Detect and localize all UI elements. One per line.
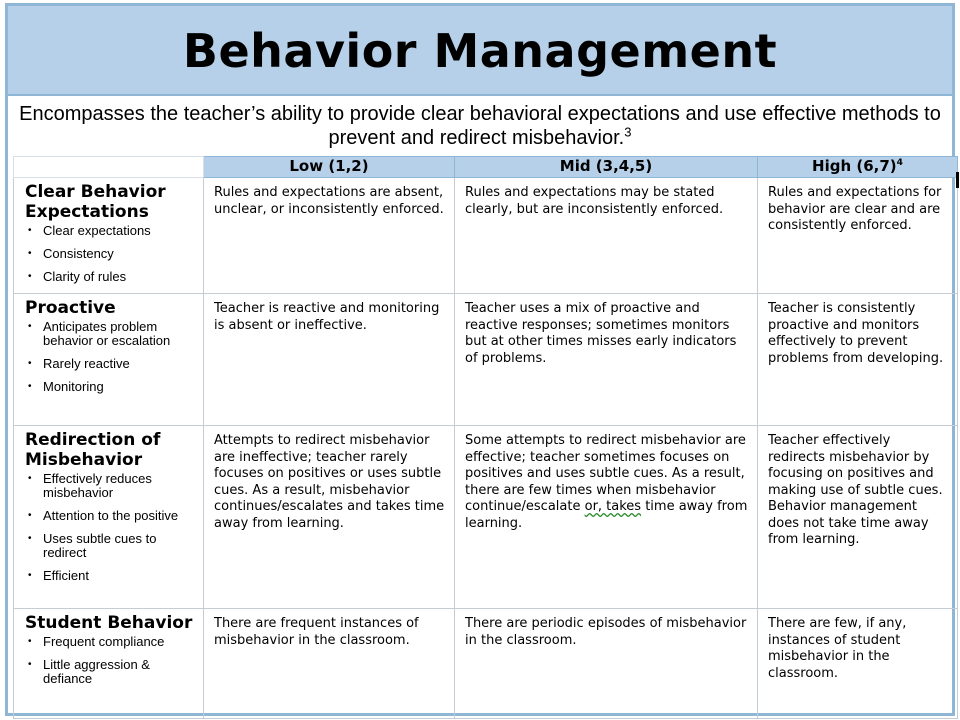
high-cell: There are few, if any, instances of student misbehavior in the classroom. [758, 609, 958, 719]
description [8, 96, 952, 156]
low-cell: Teacher is reactive and monitoring is absent or ineffective. [204, 294, 455, 426]
mid-text: time away from learning. [465, 499, 748, 531]
criterion-title: Redirection of Misbehavior [25, 430, 161, 470]
table-row [14, 178, 958, 294]
mid-cell: Rules and expectations may be stated clearly, but are inconsistently enforced. [455, 178, 758, 294]
header-blank [14, 157, 204, 178]
low-cell: There are frequent instances of misbehavior in the classroom. [204, 609, 455, 719]
indicator-item: • Attention to the positive [25, 509, 199, 523]
indicator-item: • Anticipates problem behavior or escalation [25, 320, 199, 348]
page-title: Behavior Management [182, 24, 778, 78]
mid-cell: There are periodic episodes of misbehavior in the classroom. [455, 609, 758, 719]
title-bar [8, 6, 952, 96]
criterion-title: Proactive [25, 298, 116, 318]
indicator-item: • Clear expectations [25, 224, 199, 238]
header-high [758, 157, 958, 178]
indicator-item: • Frequent compliance [25, 635, 199, 649]
header-row [14, 157, 958, 178]
indicator-item: • Effectively reduces misbehavior [25, 472, 199, 500]
mid-cell [455, 426, 758, 609]
indicator-item: • Monitoring [25, 380, 199, 394]
header-high-footnote: 4 [896, 158, 903, 168]
indicator-item: • Clarity of rules [25, 270, 199, 284]
mid-text: Some attempts to redirect misbehavior are effective; teacher sometimes focuses on positives and uses subtle cues. As a result, there are few times when misbehavior continue/escalate [465, 433, 746, 514]
edge-mark [956, 172, 959, 188]
table-row [14, 609, 958, 719]
slide-frame [5, 3, 955, 716]
header-mid: Mid (3,4,5) [455, 157, 758, 178]
table-row [14, 426, 958, 609]
criterion-cell [14, 609, 204, 719]
criterion-title: Clear Behavior Expectations [25, 182, 166, 222]
indicator-item: • Rarely reactive [25, 357, 199, 371]
indicator-item: • Consistency [25, 247, 199, 261]
criterion-cell [14, 294, 204, 426]
high-cell: Teacher effectively redirects misbehavior by focusing on positives and making use of subtle cues. Behavior management does not take time away from learning. [758, 426, 958, 609]
header-high-label: High (6,7) [812, 157, 897, 175]
indicator-item: • Uses subtle cues to redirect [25, 532, 199, 560]
description-footnote: 3 [624, 124, 632, 140]
high-cell: Teacher is consistently proactive and monitors effectively to prevent problems from developing. [758, 294, 958, 426]
spellcheck-underlined-text: or, takes [584, 499, 642, 514]
indicator-list [25, 635, 199, 686]
low-cell: Rules and expectations are absent, unclear, or inconsistently enforced. [204, 178, 455, 294]
table-row [14, 294, 958, 426]
indicator-item: • Efficient [25, 569, 199, 583]
mid-cell: Teacher uses a mix of proactive and reactive responses; sometimes monitors but at other times misses early indicators of problems. [455, 294, 758, 426]
indicator-item: • Little aggression & defiance [25, 658, 199, 686]
low-cell: Attempts to redirect misbehavior are ineffective; teacher rarely focuses on positives or uses subtle cues. As a result, misbehavior continues/escalates and takes time away from learning. [204, 426, 455, 609]
rubric-table [13, 156, 958, 719]
criterion-title: Student Behavior [25, 613, 193, 633]
indicator-list [25, 320, 199, 394]
indicator-list [25, 224, 199, 284]
description-text: Encompasses the teacher’s ability to provide clear behavioral expectations and use effective methods to prevent and redirect misbehavior. [19, 103, 941, 149]
high-cell: Rules and expectations for behavior are clear and are consistently enforced. [758, 178, 958, 294]
indicator-list [25, 472, 199, 583]
criterion-cell [14, 178, 204, 294]
criterion-cell [14, 426, 204, 609]
header-low: Low (1,2) [204, 157, 455, 178]
